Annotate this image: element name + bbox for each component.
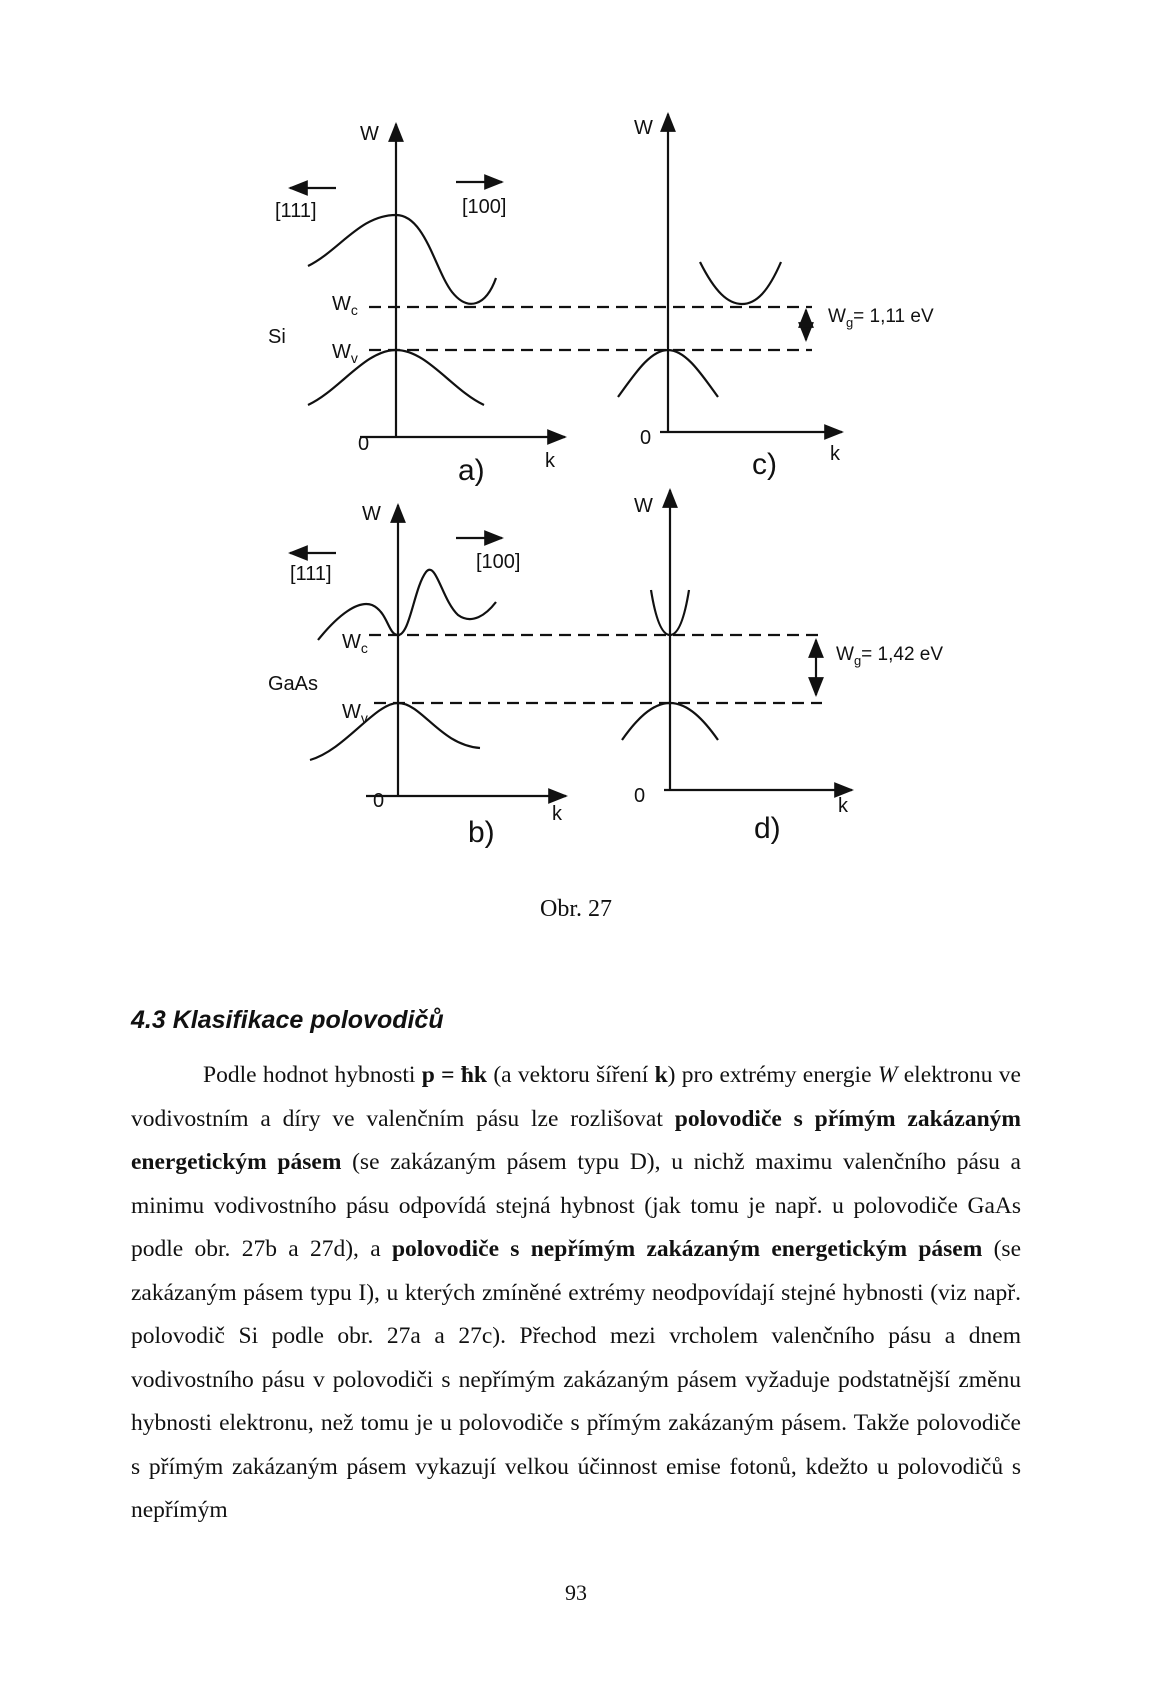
label-origin-a: 0 bbox=[358, 433, 370, 455]
paragraph: Podle hodnot hybnosti p = ħk (a vektoru šíření k) pro extrémy energie W elektronu ve vodivostním a díry ve valenčním pásu lze rozlišovat polovodiče s přímým zakázaným energetickým pásem (se zakázaným pásem typu D), u nichž maximu valenčního pásu a minimu vodivostního pásu odpovídá stejná hybnost (jak tomu je např. u polovodiče GaAs podle obr. 27b a 27d), a polovodiče s nepřímým zakázaným energetickým pásem (se zakázaným pásem typu I), u kterých zmíněné extrémy neodpovídají stejné hybnosti (viz např. polovodič Si podle obr. 27a a 27c). Přechod mezi vrcholem valenčního pásu a dnem vodivostního pásu v polovodiči s nepřímým zakázaným pásem vyžaduje podstatnější změnu hybnosti elektronu, než tomu je u polovodiče s přímým zakázaným pásem. Takže polovodiče s přímým zakázaným pásem vykazují velkou účinnost emise fotonů, kdežto u polovodičů s nepřímým bbox=[131, 1062, 1022, 1523]
label-origin-c: 0 bbox=[640, 427, 652, 449]
label-si: Si bbox=[268, 326, 286, 348]
label-100-a: [100] bbox=[462, 196, 507, 218]
label-wc-a: $W_c$ bbox=[332, 293, 358, 318]
direct-gap-term: polovodiče s přímým zakázaným energetickým pásem bbox=[131, 1105, 1021, 1175]
section-heading: 4.3 Klasifikace polovodičů bbox=[131, 1006, 444, 1034]
label-panel-a: a) bbox=[458, 454, 485, 487]
label-k-a: k bbox=[545, 450, 555, 472]
label-origin-b: 0 bbox=[373, 790, 385, 812]
label-gap-si: $W_g= 1,11$ eV bbox=[828, 306, 934, 330]
label-wv-a: $W_v$ bbox=[332, 341, 358, 366]
label-origin-d: 0 bbox=[634, 785, 646, 807]
conduction-band-b bbox=[318, 570, 496, 640]
label-panel-d: d) bbox=[754, 812, 781, 845]
label-w-d: W bbox=[634, 495, 653, 517]
label-w-c: W bbox=[634, 117, 653, 139]
label-111-a: [111] bbox=[275, 200, 317, 222]
figure-caption: Obr. 27 bbox=[540, 896, 612, 922]
label-k-c: k bbox=[830, 443, 840, 465]
label-wv-b: $W_v$ bbox=[342, 701, 368, 726]
label-k-b: k bbox=[552, 803, 562, 825]
label-panel-b: b) bbox=[468, 816, 495, 849]
label-gaas: GaAs bbox=[268, 673, 319, 695]
valence-band-b bbox=[310, 703, 480, 760]
label-gap-gaas: $W_g= 1,42$ eV bbox=[836, 644, 944, 668]
section-body bbox=[131, 1054, 1021, 1533]
conduction-band-c bbox=[700, 262, 781, 304]
label-k-d: k bbox=[838, 795, 848, 817]
label-panel-c: c) bbox=[752, 448, 777, 481]
indirect-gap-term: polovodiče s nepřímým zakázaným energetickým pásem bbox=[391, 1236, 983, 1262]
conduction-band-a bbox=[308, 215, 496, 304]
label-wc-b: $W_c$ bbox=[342, 631, 368, 656]
page-number: 93 bbox=[565, 1580, 587, 1605]
label-100-b: [100] bbox=[476, 551, 521, 573]
label-w-a: W bbox=[360, 123, 379, 145]
label-w-b: W bbox=[362, 503, 381, 525]
momentum-formula: p = ħk bbox=[421, 1062, 488, 1088]
label-111-b: [111] bbox=[290, 563, 332, 585]
